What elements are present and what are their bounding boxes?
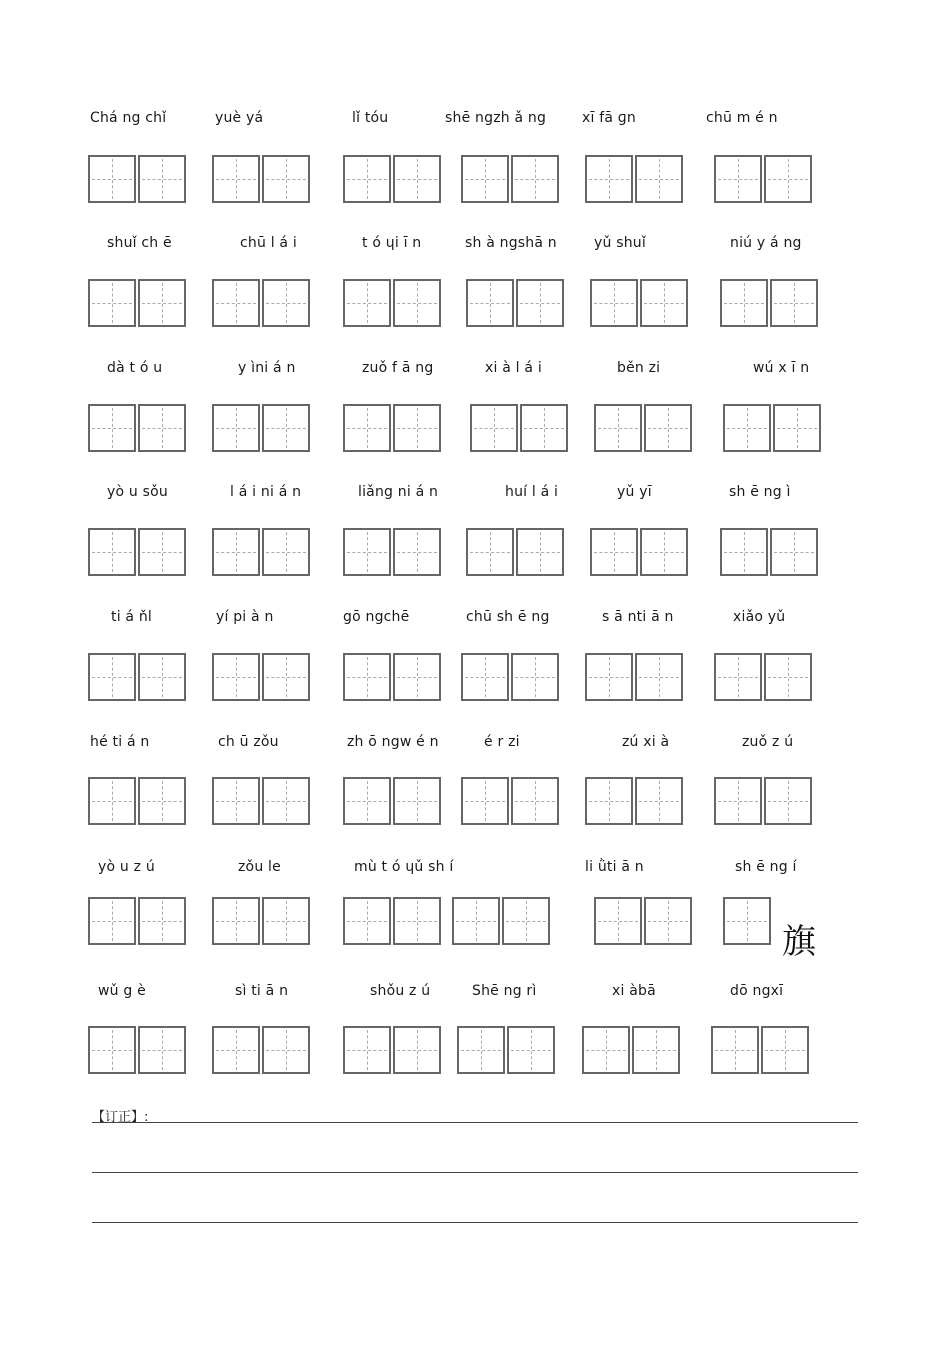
tianzige-pair[interactable] (88, 528, 188, 576)
tianzige-cell[interactable] (466, 279, 514, 327)
correction-line[interactable] (92, 1222, 858, 1223)
tianzige-cell[interactable] (138, 155, 186, 203)
tianzige-pair[interactable] (582, 1026, 682, 1074)
tianzige-cell[interactable] (343, 1026, 391, 1074)
pinyin-label: ti á ňl (111, 609, 153, 625)
pinyin-label: shǒu z ú (370, 983, 431, 999)
pinyin-label: sh ē ng ì (729, 484, 791, 500)
tianzige-cell[interactable] (723, 897, 771, 945)
tianzige-cell[interactable] (343, 528, 391, 576)
tianzige-cell[interactable] (511, 653, 559, 701)
pinyin-label: s ā nti ā n (602, 609, 674, 625)
tianzige-cell[interactable] (511, 155, 559, 203)
tianzige-cell[interactable] (343, 897, 391, 945)
pinyin-label: yí pi à n (216, 609, 274, 625)
tianzige-pair[interactable] (585, 777, 685, 825)
pinyin-label: l á i ni á n (230, 484, 302, 500)
tianzige-pair[interactable] (461, 777, 561, 825)
tianzige-cell[interactable] (640, 528, 688, 576)
pinyin-label: yǔ yī (617, 484, 652, 500)
tianzige-cell[interactable] (88, 897, 136, 945)
tianzige-pair[interactable] (590, 528, 690, 576)
tianzige-cell[interactable] (393, 155, 441, 203)
tianzige-cell[interactable] (88, 653, 136, 701)
tianzige-pair[interactable] (723, 897, 773, 945)
pinyin-label: Shē ng rì (472, 983, 537, 999)
tianzige-pair[interactable] (212, 777, 312, 825)
tianzige-cell[interactable] (461, 777, 509, 825)
pinyin-label: mù t ó ɥǔ sh í (354, 859, 454, 875)
tianzige-cell[interactable] (502, 897, 550, 945)
pinyin-label: sh à ngshā n (465, 235, 557, 251)
tianzige-cell[interactable] (343, 653, 391, 701)
tianzige-cell[interactable] (511, 777, 559, 825)
tianzige-cell[interactable] (635, 155, 683, 203)
tianzige-pair[interactable] (470, 404, 570, 452)
tianzige-cell[interactable] (138, 653, 186, 701)
tianzige-cell[interactable] (212, 404, 260, 452)
tianzige-cell[interactable] (466, 528, 514, 576)
tianzige-cell[interactable] (212, 777, 260, 825)
tianzige-cell[interactable] (714, 653, 762, 701)
tianzige-pair[interactable] (714, 653, 814, 701)
tianzige-pair[interactable] (343, 653, 443, 701)
pinyin-label: dō ngxī (730, 983, 784, 999)
tianzige-pair[interactable] (212, 279, 312, 327)
tianzige-pair[interactable] (212, 155, 312, 203)
tianzige-cell[interactable] (644, 897, 692, 945)
tianzige-cell[interactable] (644, 404, 692, 452)
tianzige-cell[interactable] (452, 897, 500, 945)
tianzige-cell[interactable] (594, 404, 642, 452)
tianzige-cell[interactable] (764, 777, 812, 825)
tianzige-cell[interactable] (88, 777, 136, 825)
tianzige-pair[interactable] (720, 528, 820, 576)
tianzige-pair[interactable] (343, 155, 443, 203)
tianzige-pair[interactable] (720, 279, 820, 327)
tianzige-cell[interactable] (590, 528, 638, 576)
pinyin-label: wǔ g è (98, 983, 146, 999)
tianzige-cell[interactable] (343, 404, 391, 452)
tianzige-cell[interactable] (761, 1026, 809, 1074)
tianzige-pair[interactable] (212, 897, 312, 945)
tianzige-pair[interactable] (466, 528, 566, 576)
tianzige-cell[interactable] (212, 1026, 260, 1074)
pinyin-label: zh ō ngw é n (347, 734, 439, 750)
tianzige-cell[interactable] (457, 1026, 505, 1074)
tianzige-cell[interactable] (138, 1026, 186, 1074)
pinyin-label: gō ngchē (343, 609, 410, 625)
pinyin-label: běn zi (617, 360, 661, 376)
pinyin-label: shē ngzh ǎ ng (445, 110, 547, 126)
tianzige-pair[interactable] (590, 279, 690, 327)
tianzige-cell[interactable] (88, 528, 136, 576)
pinyin-label: yò u sǒu (107, 484, 168, 500)
tianzige-cell[interactable] (594, 897, 642, 945)
tianzige-pair[interactable] (343, 528, 443, 576)
tianzige-pair[interactable] (457, 1026, 557, 1074)
pinyin-label: huí l á i (505, 484, 559, 500)
tianzige-cell[interactable] (770, 279, 818, 327)
tianzige-pair[interactable] (714, 777, 814, 825)
pinyin-label: li ǜti ā n (585, 859, 644, 875)
tianzige-cell[interactable] (393, 404, 441, 452)
tianzige-cell[interactable] (343, 279, 391, 327)
tianzige-cell[interactable] (507, 1026, 555, 1074)
tianzige-pair[interactable] (466, 279, 566, 327)
pinyin-label: liǎng ni á n (358, 484, 439, 500)
tianzige-pair[interactable] (88, 404, 188, 452)
tianzige-cell[interactable] (212, 528, 260, 576)
tianzige-cell[interactable] (635, 653, 683, 701)
tianzige-cell[interactable] (764, 653, 812, 701)
pinyin-label: zú xi à (622, 734, 670, 750)
tianzige-pair[interactable] (723, 404, 823, 452)
tianzige-cell[interactable] (262, 653, 310, 701)
pinyin-label: yǔ shuǐ (594, 235, 646, 251)
tianzige-pair[interactable] (88, 1026, 188, 1074)
correction-line[interactable] (92, 1172, 858, 1173)
tianzige-pair[interactable] (88, 897, 188, 945)
tianzige-pair[interactable] (212, 528, 312, 576)
pinyin-label: sì ti ā n (235, 983, 289, 999)
tianzige-cell[interactable] (582, 1026, 630, 1074)
printed-character: 旗 (782, 922, 816, 962)
tianzige-cell[interactable] (711, 1026, 759, 1074)
tianzige-cell[interactable] (262, 155, 310, 203)
pinyin-label: yò u z ú (98, 859, 155, 875)
pinyin-label: ch ū zǒu (218, 734, 279, 750)
tianzige-pair[interactable] (585, 653, 685, 701)
pinyin-label: chū l á i (240, 235, 297, 251)
tianzige-cell[interactable] (585, 653, 633, 701)
pinyin-label: sh ē ng í (735, 859, 797, 875)
tianzige-cell[interactable] (343, 777, 391, 825)
tianzige-cell[interactable] (773, 404, 821, 452)
tianzige-cell[interactable] (516, 279, 564, 327)
tianzige-cell[interactable] (770, 528, 818, 576)
tianzige-cell[interactable] (138, 777, 186, 825)
tianzige-pair[interactable] (594, 404, 694, 452)
tianzige-cell[interactable] (393, 777, 441, 825)
tianzige-cell[interactable] (138, 528, 186, 576)
pinyin-label: wú x ī n (753, 360, 810, 376)
tianzige-cell[interactable] (88, 155, 136, 203)
tianzige-cell[interactable] (516, 528, 564, 576)
tianzige-cell[interactable] (632, 1026, 680, 1074)
tianzige-cell[interactable] (138, 897, 186, 945)
pinyin-label: shuǐ ch ē (107, 235, 172, 251)
tianzige-pair[interactable] (88, 155, 188, 203)
tianzige-cell[interactable] (723, 404, 771, 452)
tianzige-cell[interactable] (764, 155, 812, 203)
pinyin-label: niú y á ng (730, 235, 802, 251)
pinyin-label: zuǒ z ú (742, 734, 794, 750)
tianzige-pair[interactable] (452, 897, 552, 945)
tianzige-pair[interactable] (212, 653, 312, 701)
tianzige-cell[interactable] (138, 279, 186, 327)
tianzige-cell[interactable] (461, 155, 509, 203)
tianzige-pair[interactable] (461, 155, 561, 203)
tianzige-pair[interactable] (212, 404, 312, 452)
tianzige-pair[interactable] (343, 777, 443, 825)
tianzige-pair[interactable] (343, 279, 443, 327)
tianzige-cell[interactable] (470, 404, 518, 452)
tianzige-cell[interactable] (88, 279, 136, 327)
pinyin-label: xiǎo yǔ (733, 609, 786, 625)
tianzige-cell[interactable] (635, 777, 683, 825)
tianzige-pair[interactable] (212, 1026, 312, 1074)
tianzige-pair[interactable] (343, 1026, 443, 1074)
correction-line[interactable] (92, 1122, 858, 1123)
tianzige-cell[interactable] (393, 1026, 441, 1074)
tianzige-cell[interactable] (640, 279, 688, 327)
tianzige-pair[interactable] (343, 897, 443, 945)
tianzige-pair[interactable] (88, 653, 188, 701)
pinyin-label: yuè yá (215, 110, 264, 126)
tianzige-cell[interactable] (88, 404, 136, 452)
pinyin-label: dà t ó u (107, 360, 163, 376)
tianzige-cell[interactable] (393, 279, 441, 327)
tianzige-pair[interactable] (343, 404, 443, 452)
tianzige-cell[interactable] (88, 1026, 136, 1074)
tianzige-cell[interactable] (138, 404, 186, 452)
tianzige-cell[interactable] (212, 279, 260, 327)
tianzige-pair[interactable] (714, 155, 814, 203)
tianzige-cell[interactable] (720, 279, 768, 327)
pinyin-label: Chá ng chǐ (90, 110, 167, 126)
tianzige-cell[interactable] (393, 897, 441, 945)
pinyin-label: xī fā ɡn (582, 110, 636, 126)
tianzige-cell[interactable] (714, 777, 762, 825)
tianzige-pair[interactable] (585, 155, 685, 203)
tianzige-cell[interactable] (212, 155, 260, 203)
tianzige-cell[interactable] (590, 279, 638, 327)
tianzige-pair[interactable] (461, 653, 561, 701)
tianzige-cell[interactable] (212, 897, 260, 945)
pinyin-label: xi àbā (612, 983, 656, 999)
pinyin-label: zuǒ f ā ng (362, 360, 434, 376)
tianzige-cell[interactable] (262, 279, 310, 327)
correction-label: 【订正】: (92, 1110, 149, 1125)
tianzige-cell[interactable] (262, 777, 310, 825)
pinyin-label: zǒu le (238, 859, 281, 875)
tianzige-cell[interactable] (262, 897, 310, 945)
tianzige-cell[interactable] (262, 404, 310, 452)
pinyin-label: chū m é n (706, 110, 778, 126)
tianzige-cell[interactable] (393, 528, 441, 576)
tianzige-pair[interactable] (594, 897, 694, 945)
tianzige-cell[interactable] (262, 528, 310, 576)
tianzige-pair[interactable] (88, 279, 188, 327)
tianzige-cell[interactable] (520, 404, 568, 452)
tianzige-cell[interactable] (585, 777, 633, 825)
tianzige-cell[interactable] (461, 653, 509, 701)
tianzige-cell[interactable] (714, 155, 762, 203)
tianzige-pair[interactable] (711, 1026, 811, 1074)
tianzige-cell[interactable] (393, 653, 441, 701)
tianzige-pair[interactable] (88, 777, 188, 825)
pinyin-label: lǐ tóu (352, 110, 389, 126)
pinyin-label: t ó ɥi ī n (362, 235, 422, 251)
tianzige-cell[interactable] (343, 155, 391, 203)
tianzige-cell[interactable] (212, 653, 260, 701)
pinyin-label: y ìni á n (238, 360, 296, 376)
tianzige-cell[interactable] (720, 528, 768, 576)
pinyin-label: chū sh ē ng (466, 609, 550, 625)
tianzige-cell[interactable] (262, 1026, 310, 1074)
pinyin-label: é r zi (484, 734, 520, 750)
pinyin-label: hé ti á n (90, 734, 150, 750)
tianzige-cell[interactable] (585, 155, 633, 203)
pinyin-label: xi à l á i (485, 360, 542, 376)
